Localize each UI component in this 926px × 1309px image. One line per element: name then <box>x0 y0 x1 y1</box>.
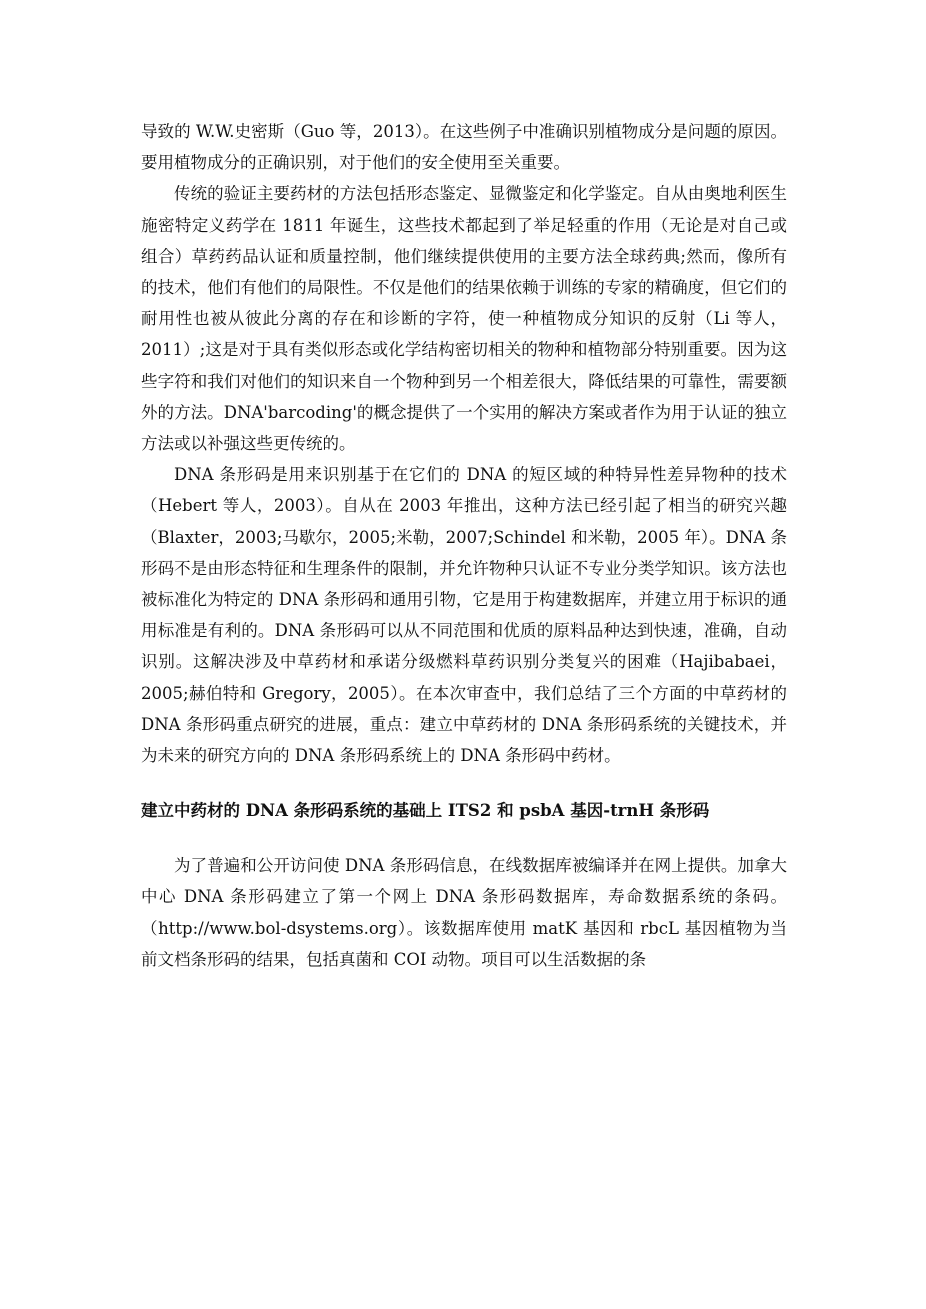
paragraph-traditional-methods: 传统的验证主要药材的方法包括形态鉴定、显微鉴定和化学鉴定。自从由奥地利医生施密特定义药学在 1811 年诞生，这些技术都起到了举足轻重的作用（无论是对自己或组合）草药药品认证和质量控制，他们继续提供使用的主要方法全球药典;然而，像所有的技术，他们有他们的局限性。不仅是他们的结果依赖于训练的专家的精确度，但它们的耐用性也被从彼此分离的存在和诊断的字符，使一种植物成分知识的反射（Li 等人，2011）;这是对于具有类似形态或化学结构密切相关的物种和植物部分特别重要。因为这些字符和我们对他们的知识来自一个物种到另一个相差很大，降低结果的可靠性，需要额外的方法。DNA'barcoding'的概念提供了一个实用的解决方案或者作为用于认证的独立方法或以补强这些更传统的。 <box>141 184 787 454</box>
section-heading: 建立中药材的 DNA 条形码系统的基础上 ITS2 和 psbA 基因-trnH 条形码 <box>141 801 710 821</box>
paragraph-dna-barcoding: DNA 条形码是用来识别基于在它们的 DNA 的短区域的种特异性差异物种的技术（Hebert 等人，2003）。自从在 2003 年推出，这种方法已经引起了相当的研究兴趣（Blaxter，2003;马歇尔，2005;米勒，2007;Schindel 和米勒，2005 年）。DNA 条形码不是由形态特征和生理条件的限制，并允许物种只认证不专业分类学知识。该方法也被标准化为特定的 DNA 条形码和通用引物，它是用于构建数据库，并建立用于标识的通用标准是有利的。DNA 条形码可以从不同范围和优质的原料品种达到快速，准确，自动识别。这解决涉及中草药材和承诺分级燃料草药识别分类复兴的困难（Hajibabaei，2005;赫伯特和 Gregory，2005）。在本次审查中，我们总结了三个方面的中草药材的 DNA 条形码重点研究的进展，重点：建立中草药材的 DNA 条形码系统的关键技术，并为未来的研究方向的 DNA 条形码系统上的 DNA 条形码中药材。 <box>141 465 787 766</box>
document-body <box>141 116 787 975</box>
paragraph-online-database: 为了普遍和公开访问使 DNA 条形码信息，在线数据库被编译并在网上提供。加拿大中心 DNA 条形码建立了第一个网上 DNA 条形码数据库，寿命数据系统的条码。（http://www.bol-dsystems.org）。该数据库使用 matK 基因和 rbcL 基因植物为当前文档条形码的结果，包括真菌和 COI 动物。项目可以生活数据的条 <box>141 856 787 969</box>
paragraph-continuation: 导致的 W.W.史密斯（Guo 等，2013）。在这些例子中准确识别植物成分是问题的原因。要用植物成分的正确识别，对于他们的安全使用至关重要。 <box>141 122 787 173</box>
